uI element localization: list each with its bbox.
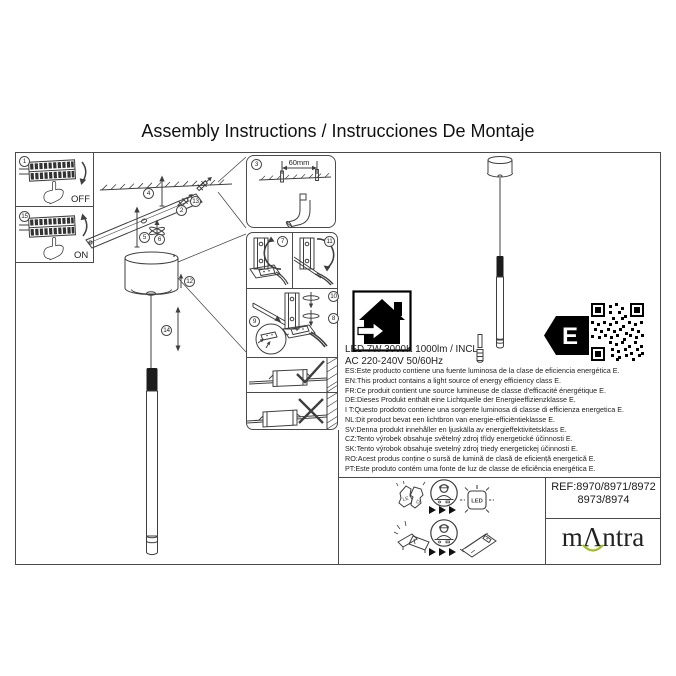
ref-number-line-1: REF:8970/8971/8972 (551, 481, 656, 493)
detail-panels-group (246, 232, 338, 430)
driver-correct-drawing (247, 358, 338, 392)
insert-rod-drawing (247, 289, 338, 357)
step-marker-4: 4 (143, 188, 154, 199)
broken-led-icon (396, 480, 426, 514)
step-marker-9: 9 (249, 316, 260, 327)
energy-text-block (345, 366, 665, 473)
energy-line: I T:Questo prodotto contiene una sorgente luminosa di classe di efficienza energetica E. (345, 405, 625, 414)
energy-line: NL:Dit product bevat een lichtbron van energie-efficiëntieklasse E. (345, 414, 556, 424)
replace-arrows-icon (428, 505, 458, 515)
service-technician-icon (429, 478, 459, 508)
led-fragment-label: LE (402, 495, 410, 503)
horizontal-divider-2 (546, 518, 661, 519)
step-marker-3: 3 (251, 159, 262, 170)
insert-rod-panel-9 (247, 289, 338, 358)
step-marker-13: 13 (190, 196, 201, 207)
vertical-divider (338, 430, 339, 565)
brand-suffix: ntra (602, 522, 645, 552)
step-marker-5: 5 (139, 232, 150, 243)
step-marker-14: 14 (161, 325, 172, 336)
step-marker-2: 2 (176, 205, 187, 216)
step-marker-6: 6 (154, 234, 165, 245)
energy-line: DE:Dieses Produkt enthält eine Lichtquelle der Energieeffizienzklasse E. (345, 395, 576, 405)
brand-lambda-wrap (583, 522, 603, 553)
spec-line-2: AC 220-240V 50/60Hz (345, 356, 444, 367)
service-technician-icon (429, 518, 459, 548)
vertical-divider-2 (545, 477, 546, 565)
driver-wrong-drawing (247, 393, 338, 429)
qr-code (591, 303, 644, 361)
driver-wrong-panel (247, 393, 338, 429)
new-driver-icon (458, 522, 500, 560)
energy-line: ES:Este producto contiene una fuente luminosa de la clase de eficiencia energética E. (345, 366, 620, 375)
on-label: ON (74, 250, 89, 261)
step-marker-7: 7 (277, 236, 288, 247)
energy-class-letter: E (561, 323, 579, 350)
driver-correct-panel (247, 358, 338, 393)
page-title: Assembly Instructions / Instrucciones De Montaje (141, 121, 535, 141)
led-fragment-label: D (415, 499, 421, 506)
energy-line: CZ:Tento výrobek obsahuje světelný zdroj třídy energetické účinnosti E. (345, 434, 573, 444)
step-marker-1: 1 (19, 156, 30, 167)
step-marker-10: 10 (328, 291, 339, 302)
brand-prefix: m (561, 522, 583, 552)
step-marker-11: 11 (324, 236, 335, 247)
assembled-pendant-drawing (470, 152, 530, 358)
energy-line: FR:Ce produit contient une source lumineuse de classe d'efficacité énergétique E. (345, 385, 606, 395)
horizontal-divider (338, 477, 661, 478)
energy-line: PT:Este produto contém uma fonte de luz de classe de eficiência energética E. (345, 463, 596, 473)
energy-class-arrow-icon (543, 315, 589, 356)
spec-line-1: LED 7W 3000K 1000lm / INCL (345, 344, 478, 355)
brand-lambda: Λ (582, 522, 603, 552)
new-led-icon (459, 484, 495, 516)
off-label: OFF (71, 194, 90, 205)
replace-arrows-icon (428, 547, 458, 557)
step-marker-12: 12 (184, 276, 195, 287)
led-lamp-icon (473, 334, 487, 365)
energy-line: SV:Denna produkt innehåller en ljuskälla av energieffektivitetsklass E. (345, 424, 567, 434)
led-badge-label: LED (471, 498, 483, 505)
ref-number-line-2: 8973/8974 (577, 494, 630, 506)
indoor-use-house-icon (352, 290, 412, 352)
step-marker-8: 8 (328, 313, 339, 324)
step-marker-15: 15 (19, 211, 30, 222)
brand-green-arc-icon (581, 544, 605, 555)
energy-line: RO:Acest produs conține o sursă de lumină de clasă de eficiență energetică E. (345, 453, 596, 463)
brand-logo (548, 522, 658, 558)
dimension-label: 60mm (288, 158, 310, 167)
energy-line: EN:This product contains a light source of energy efficiency class E. (345, 375, 561, 385)
main-assembly-drawing (75, 152, 246, 565)
energy-line: SK:Tento výrobok obsahuje svetelný zdroj triedy energetickej účinnosti E. (345, 444, 578, 453)
